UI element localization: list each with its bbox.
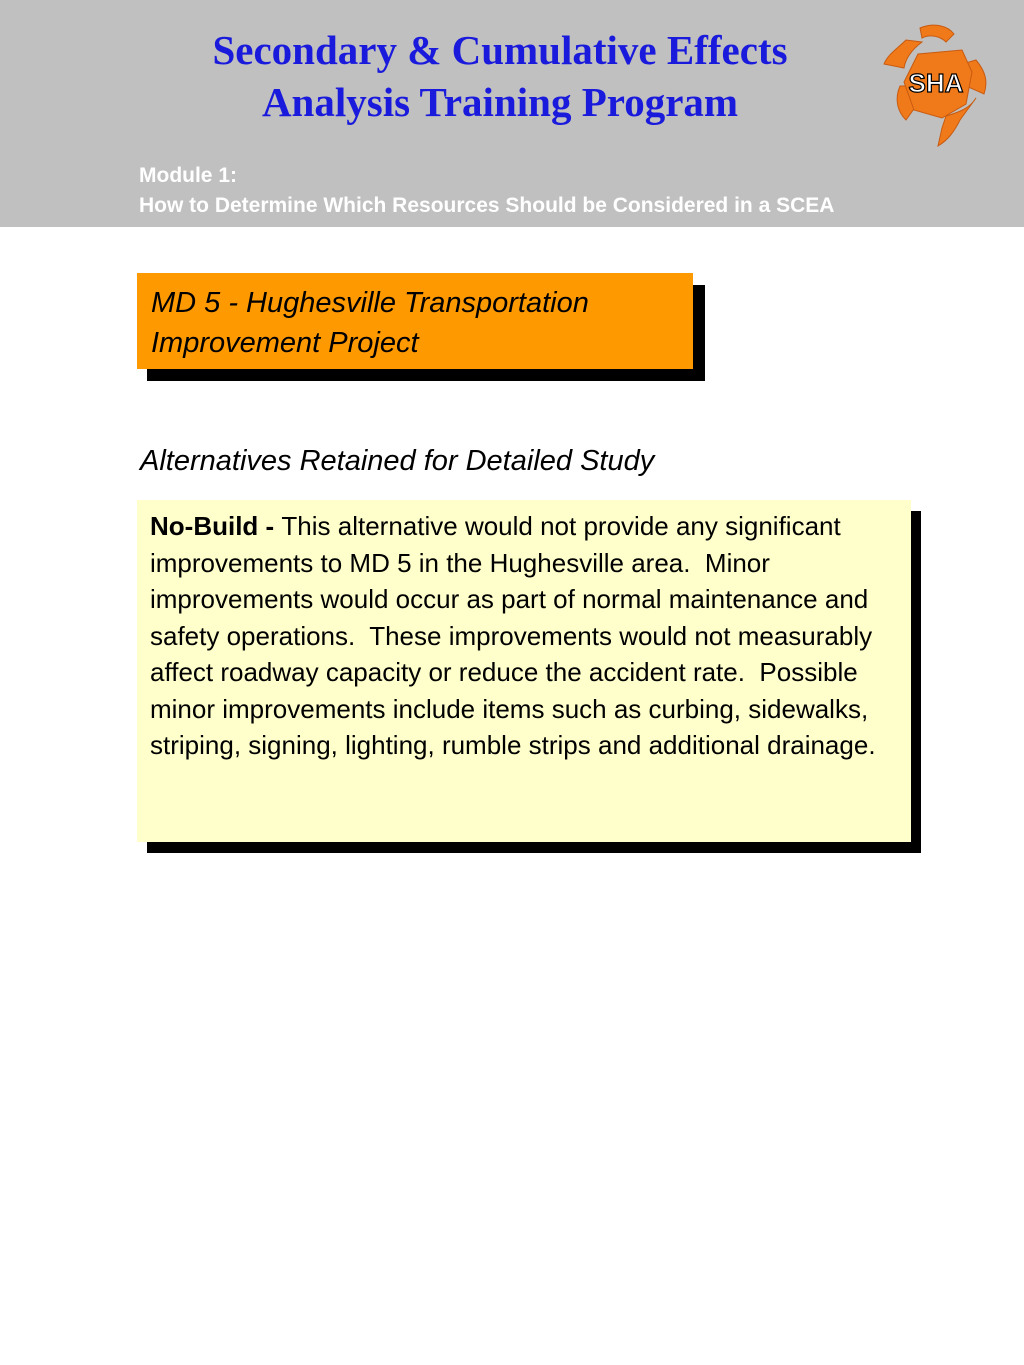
project-title-line-2: Improvement Project [151,327,419,359]
header-band [0,0,1024,227]
logo-text: SHA [908,68,964,98]
page-title [120,24,880,128]
sha-logo-graphic [876,20,996,150]
alternative-description-box [137,500,911,842]
module-label: Module 1: [139,164,237,187]
title-line-1: Secondary & Cumulative Effects [212,27,788,73]
alternative-description: This alternative would not provide any significant improvements to MD 5 in the Hughesville area. Minor improvements would occur as part of normal maintenance and safety operations. These improvements would not measurably affect roadway capacity or reduce the accident rate. Possible minor improvements include items such as curbing, sidewalks, striping, signing, lighting, rumble strips and additional drainage. [150,511,880,760]
title-line-2: Analysis Training Program [261,79,739,125]
module-title: How to Determine Which Resources Should be Considered in a SCEA [139,194,835,217]
project-title-line-1: MD 5 - Hughesville Transportation [151,287,589,319]
sha-logo-icon [876,20,996,150]
alternative-label: No-Build - [150,511,282,541]
module-caption [139,161,834,221]
project-title-box [137,273,693,369]
section-heading: Alternatives Retained for Detailed Study [140,445,655,477]
